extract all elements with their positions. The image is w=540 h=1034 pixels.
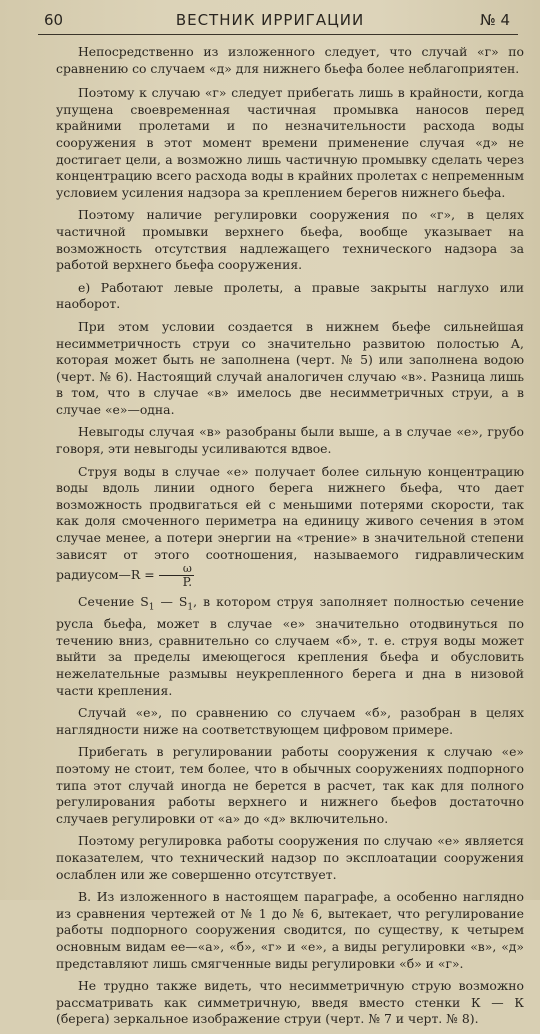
paragraph: Поэтому наличие регулировки сооружения по «г», в целях частичной промывки верхнего бьефа, вообще указывает на возможность отсутствия надлежащего технического надзора за работой верхнего бьефа сооружения. bbox=[56, 207, 524, 273]
fraction-denominator: P. bbox=[182, 575, 193, 590]
header-rule bbox=[38, 34, 518, 35]
fraction-numerator: ω bbox=[159, 563, 194, 576]
paragraph: Невыгоды случая «в» разобраны были выше, а в случае «е», грубо говоря, эти невыгоды усиливаются вдвое. bbox=[56, 424, 524, 457]
paragraph: Непосредственно из изложенного следует, что случай «г» по сравнению со случаем «д» для нижнего бьефа более неблагоприятен. bbox=[56, 44, 524, 76]
paragraph: При этом условии создается в нижнем бьефе сильнейшая несимметричность струи со значительно развитою полостью А, которая может быть не заполнена (черт. № 5) или заполнена водою (черт. № 6). Настоящий случай аналогичен случаю «в». Разница лишь в том, что в случае «в» имелось две несимметричных струи, а в случае «е»—одна. bbox=[56, 318, 524, 417]
issue-number: № 4 bbox=[480, 11, 510, 29]
paragraph: Случай «е», по сравнению со случаем «б», разобран в целях наглядности ниже на соответствующем цифровом примере. bbox=[56, 705, 524, 737]
paragraph: е) Работают левые пролеты, а правые закрыты наглухо или наоборот. bbox=[56, 279, 524, 312]
hydraulic-radius-fraction bbox=[159, 563, 194, 588]
paragraph: Не трудно также видеть, что несимметричную струю возможно рассматривать как симметричную, введя вместо стенки К — К (берега) зеркальное изображение струи (черт. № 7 и черт. № 8). bbox=[56, 978, 524, 1027]
subscript: 1 bbox=[187, 602, 194, 613]
paragraph-with-formula bbox=[56, 464, 524, 589]
section-text-before: Сечение S bbox=[78, 594, 149, 610]
paragraph: Поэтому к случаю «г» следует прибегать лишь в крайности, когда упущена своевременная частичная промывка наносов перед крайними пролетами и по незначительности расхода воды сооружения в этот момент времени применение случая «д» не достигает цели, а возможно лишь частичную промывку сделать через концентрацию всего расхода воды в крайних пролетах с непременным условием усиления надзора за креплением берегов нижнего бьефа. bbox=[56, 85, 524, 200]
section-text-after: , в котором струя заполняет полностью сечение русла бьефа, может в случае «е» значительно отодвинуться по течению вниз, сравнительно со случаем «б», т. е. струя воды может выйти за пределы имеющегося крепления бьефа и обусловить нежелательные размывы неукрепленного берега и дна в низовой части крепления. bbox=[56, 594, 524, 698]
page-header bbox=[0, 8, 540, 32]
section-text-middle: — S bbox=[154, 594, 188, 610]
page-number: 60 bbox=[44, 11, 64, 29]
formula-paragraph-text: Струя воды в случае «е» получает более сильную концентрацию воды вдоль линии одного берега нижнего бьефа, что дает возможность продвигаться ей с меньшими потерями скорости, так как доля смоченного периметра на единицу живого сечения в этом случае менее, а потери энергии на «трение» в значительной степени зависят от этого соотношения, называемого гидравлическим радиусом—R = bbox=[56, 463, 524, 583]
paragraph: Поэтому регулировка работы сооружения по случаю «е» является показателем, что технический надзор по эксплоатации сооружения ослаблен или же совершенно отсутствует. bbox=[56, 833, 524, 882]
journal-title: ВЕСТНИК ИРРИГАЦИИ bbox=[175, 11, 365, 29]
paragraph: Прибегать в регулировании работы сооружения к случаю «е» поэтому не стоит, тем более, что в обычных сооружениях подпорного типа этот случай иногда не берется в расчет, так как для полного регулирования работы верхнего и нижнего бьефов достаточно случаев регулировки от «а» до «д» включительно. bbox=[56, 744, 524, 826]
paragraph-section bbox=[56, 594, 524, 699]
subscript: 1 bbox=[148, 602, 155, 613]
article-body bbox=[56, 44, 524, 1034]
paragraph: В. Из изложенного в настоящем параграфе, а особенно наглядно из сравнения чертежей от № 1 до № 6, вытекает, что регулирование работы подпорного сооружения сводится, по существу, к четырем основным видам ее—«а», «б», «г» и «е», а виды регулировки «в», «д» представляют лишь смягченные виды регулировки «б» и «г». bbox=[56, 889, 524, 971]
